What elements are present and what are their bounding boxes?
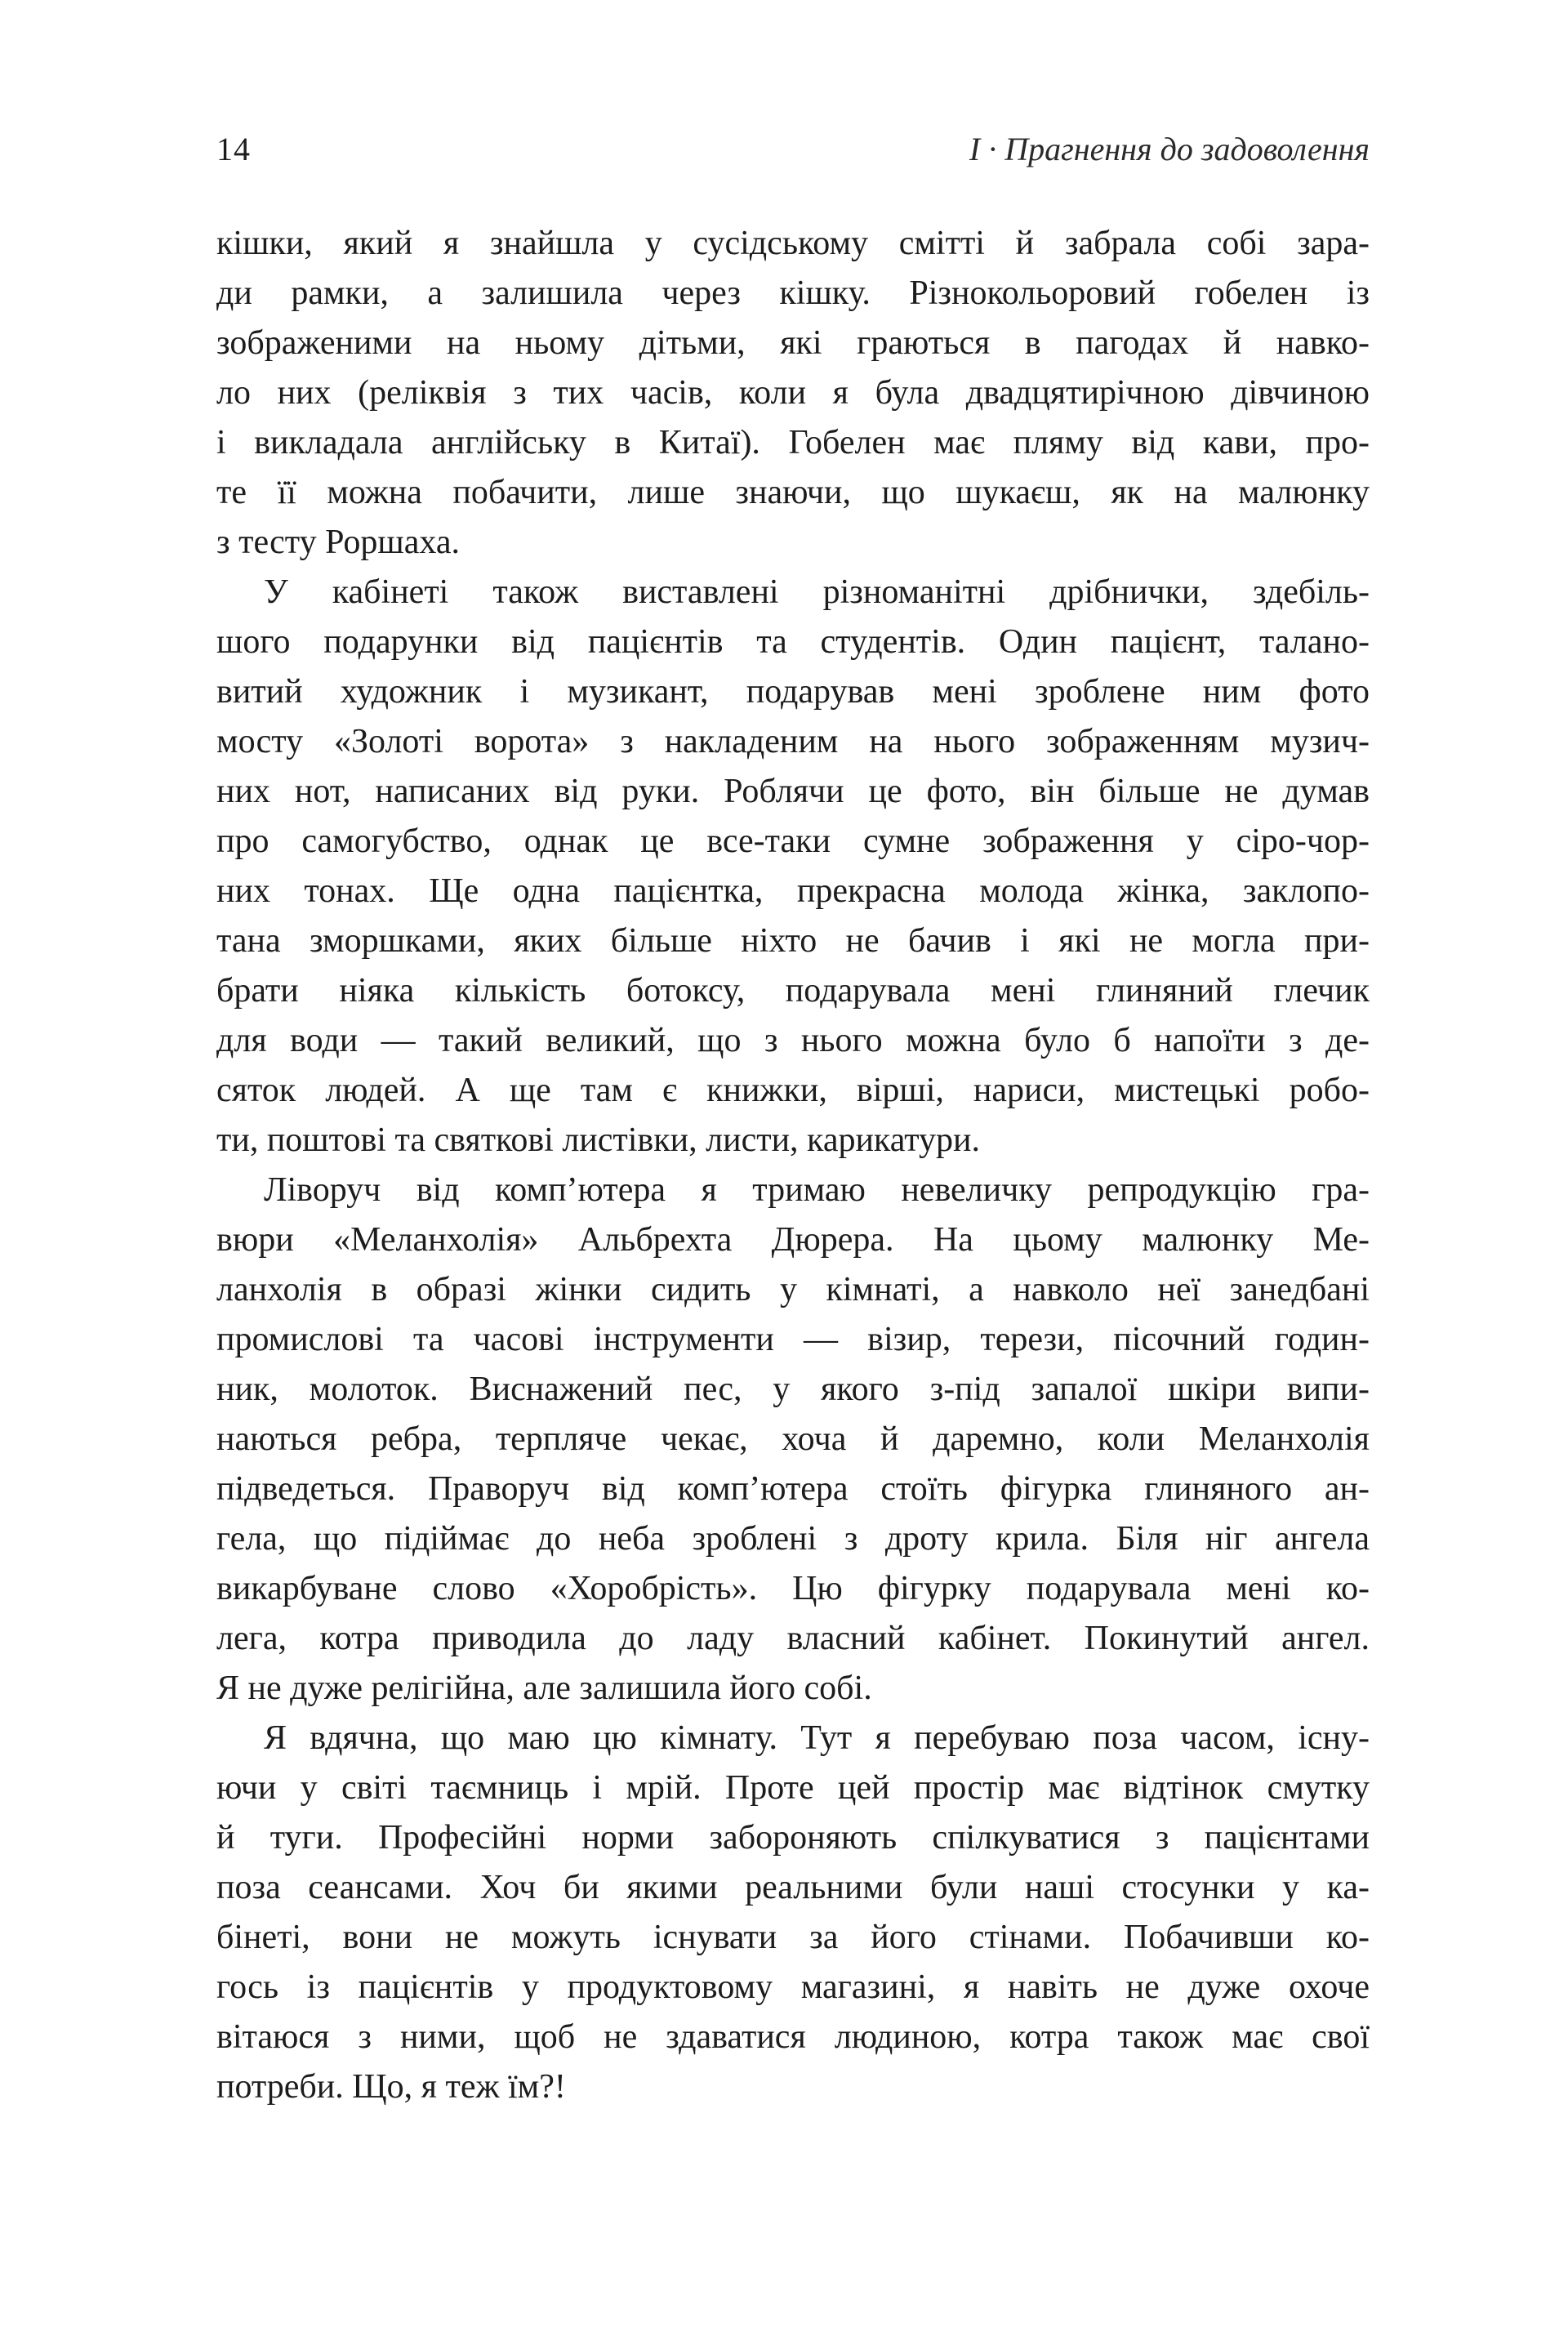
text-line: поза сеансами. Хоч би якими реальними були наші стосунки у ка-	[216, 1869, 1370, 1906]
text-line: промислові та часові інструменти — візир, терези, пісочний годин-	[216, 1321, 1370, 1358]
text-line: гела, що підіймає до неба зроблені з дроту крила. Біля ніг ангела	[216, 1520, 1370, 1558]
text-line: вюри «Меланхолія» Альбрехта Дюрера. На цьому малюнку Ме-	[216, 1221, 1370, 1259]
text-line: наються ребра, терпляче чекає, хоча й даремно, коли Меланхолія	[216, 1420, 1370, 1458]
text-line: кішки, який я знайшла у сусідському смітті й забрала собі зара-	[216, 225, 1370, 262]
text-line: лега, котра приводила до ладу власний кабінет. Покинутий ангел.	[216, 1620, 1370, 1657]
text-line: для води — такий великий, що з нього можна було б напоїти з де-	[216, 1022, 1370, 1059]
text-line: з тесту Роршаха.	[216, 524, 460, 561]
text-line: те її можна побачити, лише знаючи, що шукаєш, як на малюнку	[216, 474, 1370, 511]
text-line: про самогубство, однак це все-таки сумне зображення у сіро-чор-	[216, 822, 1370, 860]
body-text	[216, 219, 1370, 2112]
running-chapter-title: І · Прагнення до задоволення	[969, 131, 1370, 167]
text-line: сяток людей. А ще там є книжки, вірші, нариси, мистецькі робо-	[216, 1072, 1370, 1109]
text-line: ник, молоток. Виснажений пес, у якого з-під запалої шкіри випи-	[216, 1371, 1370, 1408]
text-line: Я вдячна, що маю цю кімнату. Тут я перебуваю поза часом, існу-	[264, 1719, 1370, 1757]
text-line: вітаюся з ними, щоб не здаватися людиною, котра також має свої	[216, 2018, 1370, 2056]
text-line: ди рамки, а залишила через кішку. Різнокольоровий гобелен із	[216, 274, 1370, 312]
page-number: 14	[216, 131, 251, 167]
text-line: гось із пацієнтів у продуктовому магазині, я навіть не дуже охоче	[216, 1968, 1370, 2006]
text-line: потреби. Що, я теж їм?!	[216, 2068, 566, 2106]
text-line: Ліворуч від комп’ютера я тримаю невеличку репродукцію гра-	[264, 1171, 1370, 1209]
text-line: шого подарунки від пацієнтів та студентів. Один пацієнт, талано-	[216, 623, 1370, 661]
text-line: ло них (реліквія з тих часів, коли я була двадцятирічною дівчиною	[216, 374, 1370, 412]
text-line: ланхолія в образі жінки сидить у кімнаті, а навколо неї занедбані	[216, 1271, 1370, 1308]
text-line: Я не дуже релігійна, але залишила його собі.	[216, 1669, 872, 1707]
paragraph	[216, 1714, 1370, 2112]
text-line: них нот, написаних від руки. Роблячи це фото, він більше не думав	[216, 773, 1370, 810]
text-line: У кабінеті також виставлені різноманітні дрібнички, здебіль-	[264, 573, 1370, 611]
text-line: витий художник і музикант, подарував мені зроблене ним фото	[216, 673, 1370, 711]
text-line: бінеті, вони не можуть існувати за його стінами. Побачивши ко-	[216, 1919, 1370, 1956]
text-line: брати ніяка кількість ботоксу, подарувала мені глиняний глечик	[216, 972, 1370, 1010]
text-line: підведеться. Праворуч від комп’ютера стоїть фігурка глиняного ан-	[216, 1470, 1370, 1508]
paragraph	[216, 1166, 1370, 1714]
text-line: ти, поштові та святкові листівки, листи, карикатури.	[216, 1121, 981, 1159]
text-line: й туги. Професійні норми забороняють спілкуватися з пацієнтами	[216, 1819, 1370, 1857]
text-line: ючи у світі таємниць і мрій. Проте цей простір має відтінок смутку	[216, 1769, 1370, 1807]
text-line: зображеними на ньому дітьми, які граються в пагодах й навко-	[216, 324, 1370, 362]
paragraph	[216, 568, 1370, 1166]
paragraph	[216, 219, 1370, 568]
text-line: мосту «Золоті ворота» з накладеним на нього зображенням музич-	[216, 723, 1370, 760]
page-header	[216, 129, 1370, 170]
text-line: викарбуване слово «Хоробрість». Цю фігурку подарувала мені ко-	[216, 1570, 1370, 1607]
text-line: них тонах. Ще одна пацієнтка, прекрасна молода жінка, заклопо-	[216, 872, 1370, 910]
text-line: тана зморшками, яких більше ніхто не бачив і які не могла при-	[216, 922, 1370, 960]
text-line: і викладала англійську в Китаї). Гобелен має пляму від кави, про-	[216, 424, 1370, 461]
